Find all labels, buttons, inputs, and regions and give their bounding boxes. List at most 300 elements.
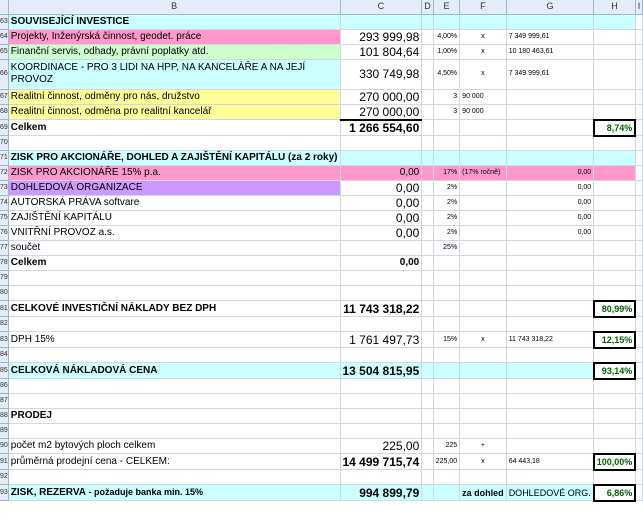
label-cell[interactable]: Celkem — [8, 120, 340, 136]
row-header[interactable]: 76 — [0, 226, 8, 241]
share-cell[interactable] — [594, 226, 636, 241]
factor-cell[interactable] — [460, 301, 507, 317]
edge-cell[interactable] — [635, 166, 643, 181]
spacer-cell[interactable] — [422, 317, 434, 332]
row-header[interactable]: 80 — [0, 286, 8, 301]
percent-cell[interactable]: 25% — [433, 241, 459, 256]
base-cell[interactable]: 0,00 — [506, 211, 594, 226]
factor-cell[interactable] — [460, 286, 507, 301]
row-header[interactable]: 88 — [0, 409, 8, 424]
row-header[interactable]: 72 — [0, 166, 8, 181]
factor-cell[interactable] — [460, 226, 507, 241]
share-cell[interactable]: 100,00% — [594, 454, 636, 470]
value-cell[interactable] — [340, 136, 422, 151]
row-header[interactable]: 79 — [0, 271, 8, 286]
spacer-cell[interactable] — [422, 151, 434, 166]
factor-cell[interactable] — [460, 120, 507, 136]
label-cell[interactable]: počet m2 bytových ploch celkem — [8, 439, 340, 454]
label-cell[interactable] — [8, 286, 340, 301]
percent-cell[interactable] — [433, 14, 459, 29]
factor-cell[interactable]: 90 000 — [460, 104, 507, 120]
table-row — [0, 286, 643, 301]
spacer-cell[interactable] — [422, 363, 434, 379]
label-cell[interactable]: VNITŘNÍ PROVOZ a.s. — [8, 226, 340, 241]
column-header-h[interactable]: H — [594, 0, 636, 14]
spacer-cell[interactable] — [422, 241, 434, 256]
table-row — [0, 104, 643, 120]
label-cell[interactable]: Finanční servis, odhady, právní poplatky atd. — [8, 44, 340, 59]
label-cell[interactable] — [8, 317, 340, 332]
table-row — [0, 332, 643, 348]
value-cell[interactable]: 14 499 715,74 — [340, 454, 422, 470]
base-cell[interactable] — [506, 241, 594, 256]
factor-cell[interactable]: (17% ročně) — [460, 166, 507, 181]
value-cell[interactable]: 0,00 — [340, 226, 422, 241]
column-header-i[interactable]: I — [635, 0, 643, 14]
share-cell[interactable] — [594, 424, 636, 439]
label-cell[interactable]: CELKOVÉ INVESTIČNÍ NÁKLADY BEZ DPH — [8, 301, 340, 317]
percent-cell[interactable] — [433, 120, 459, 136]
value-cell[interactable]: 11 743 318,22 — [340, 301, 422, 317]
factor-cell[interactable] — [460, 394, 507, 409]
percent-cell[interactable] — [433, 363, 459, 379]
factor-cell[interactable] — [460, 196, 507, 211]
base-cell[interactable] — [506, 104, 594, 120]
share-cell[interactable] — [594, 256, 636, 271]
percent-cell[interactable] — [433, 271, 459, 286]
percent-cell[interactable]: 3 — [433, 89, 459, 104]
table-row — [0, 256, 643, 271]
edge-cell[interactable] — [635, 363, 643, 379]
edge-cell[interactable] — [635, 424, 643, 439]
row-header[interactable]: 93 — [0, 485, 8, 501]
share-cell[interactable]: 80,99% — [594, 301, 636, 317]
row-header[interactable]: 82 — [0, 317, 8, 332]
factor-cell[interactable] — [460, 271, 507, 286]
base-cell[interactable]: 10 180 463,61 — [506, 44, 594, 59]
value-cell[interactable] — [340, 409, 422, 424]
share-cell[interactable] — [594, 44, 636, 59]
percent-cell[interactable]: 2% — [433, 226, 459, 241]
base-cell[interactable] — [506, 348, 594, 363]
edge-cell[interactable] — [635, 14, 643, 29]
label-cell[interactable]: SOUVISEJÍCÍ INVESTICE — [8, 14, 340, 29]
share-cell[interactable] — [594, 196, 636, 211]
percent-cell[interactable] — [433, 348, 459, 363]
edge-cell[interactable] — [635, 271, 643, 286]
edge-cell[interactable] — [635, 394, 643, 409]
percent-cell[interactable]: 4,50% — [433, 59, 459, 89]
column-header-g[interactable]: G — [506, 0, 594, 14]
factor-cell[interactable]: za dohled — [460, 485, 507, 501]
label-cell[interactable]: CELKOVÁ NÁKLADOVÁ CENA — [8, 363, 340, 379]
percent-cell[interactable] — [433, 379, 459, 394]
factor-cell[interactable] — [460, 470, 507, 485]
share-cell[interactable] — [594, 136, 636, 151]
percent-cell[interactable] — [433, 424, 459, 439]
column-header-c[interactable]: C — [340, 0, 422, 14]
label-cell[interactable]: DPH 15% — [8, 332, 340, 348]
factor-cell[interactable] — [460, 424, 507, 439]
spacer-cell[interactable] — [422, 14, 434, 29]
base-cell[interactable] — [506, 286, 594, 301]
row-header[interactable]: 89 — [0, 424, 8, 439]
column-header-d[interactable]: D — [422, 0, 434, 14]
label-cell[interactable]: Realitní činnost, odměna pro realitní kancelář — [8, 104, 340, 120]
spacer-cell[interactable] — [422, 256, 434, 271]
edge-cell[interactable] — [635, 409, 643, 424]
percent-cell[interactable]: 3 — [433, 104, 459, 120]
edge-cell[interactable] — [635, 348, 643, 363]
share-cell[interactable]: 8,74% — [594, 120, 636, 136]
percent-cell[interactable]: 17% — [433, 166, 459, 181]
row-header[interactable]: 86 — [0, 379, 8, 394]
percent-cell[interactable] — [433, 394, 459, 409]
factor-cell[interactable] — [460, 14, 507, 29]
row-header[interactable]: 69 — [0, 120, 8, 136]
base-cell[interactable]: 7 349 999,61 — [506, 29, 594, 44]
column-header-f[interactable]: F — [460, 0, 507, 14]
factor-cell[interactable] — [460, 211, 507, 226]
factor-cell[interactable] — [460, 348, 507, 363]
edge-cell[interactable] — [635, 89, 643, 104]
label-cell[interactable] — [8, 394, 340, 409]
spacer-cell[interactable] — [422, 439, 434, 454]
label-cell[interactable]: AUTORSKÁ PRÁVA softvare — [8, 196, 340, 211]
label-cell[interactable]: průměrná prodejní cena - CELKEM: — [8, 454, 340, 470]
edge-cell[interactable] — [635, 301, 643, 317]
value-cell[interactable] — [340, 286, 422, 301]
edge-cell[interactable] — [635, 241, 643, 256]
share-cell[interactable] — [594, 211, 636, 226]
row-header[interactable]: 77 — [0, 241, 8, 256]
spacer-cell[interactable] — [422, 44, 434, 59]
percent-cell[interactable] — [433, 317, 459, 332]
base-cell[interactable]: 11 743 318,22 — [506, 332, 594, 348]
edge-cell[interactable] — [635, 136, 643, 151]
row-header[interactable]: 64 — [0, 29, 8, 44]
share-cell[interactable] — [594, 14, 636, 29]
row-header[interactable]: 92 — [0, 470, 8, 485]
column-header-b[interactable]: B — [8, 0, 340, 14]
value-cell[interactable]: 270 000,00 — [340, 89, 422, 104]
spacer-cell[interactable] — [422, 332, 434, 348]
row-header[interactable]: 66 — [0, 59, 8, 89]
base-cell[interactable] — [506, 439, 594, 454]
value-cell[interactable] — [340, 424, 422, 439]
share-cell[interactable] — [594, 348, 636, 363]
base-cell[interactable] — [506, 136, 594, 151]
label-cell[interactable]: ZISK PRO AKCIONÁŘE 15% p.a. — [8, 166, 340, 181]
edge-cell[interactable] — [635, 59, 643, 89]
spacer-cell[interactable] — [422, 104, 434, 120]
column-header-e[interactable]: E — [433, 0, 459, 14]
row-header[interactable]: 91 — [0, 454, 8, 470]
table-row — [0, 424, 643, 439]
base-cell[interactable] — [506, 409, 594, 424]
table-row — [0, 136, 643, 151]
spacer-cell[interactable] — [422, 379, 434, 394]
base-cell[interactable] — [506, 89, 594, 104]
row-header[interactable]: 87 — [0, 394, 8, 409]
row-header[interactable]: 85 — [0, 363, 8, 379]
value-cell[interactable]: 0,00 — [340, 196, 422, 211]
label-cell[interactable]: KOORDINACE - PRO 3 LIDI NA HPP, NA KANCELÁŘE A NA JEJÍ PROVOZ — [8, 59, 340, 89]
percent-cell[interactable] — [433, 151, 459, 166]
share-cell[interactable] — [594, 379, 636, 394]
share-cell[interactable] — [594, 104, 636, 120]
share-cell[interactable] — [594, 29, 636, 44]
table-row — [0, 196, 643, 211]
edge-cell[interactable] — [635, 151, 643, 166]
value-cell[interactable]: 293 999,98 — [340, 29, 422, 44]
row-header[interactable]: 70 — [0, 136, 8, 151]
percent-cell[interactable]: 2% — [433, 211, 459, 226]
factor-cell[interactable]: + — [460, 439, 507, 454]
edge-cell[interactable] — [635, 211, 643, 226]
factor-cell[interactable]: x — [460, 454, 507, 470]
label-cell[interactable]: Celkem — [8, 256, 340, 271]
spacer-cell[interactable] — [422, 409, 434, 424]
percent-cell[interactable] — [433, 256, 459, 271]
value-cell[interactable] — [340, 348, 422, 363]
edge-cell[interactable] — [635, 120, 643, 136]
spacer-cell[interactable] — [422, 470, 434, 485]
base-cell[interactable]: 0,00 — [506, 181, 594, 196]
row-header[interactable]: 75 — [0, 211, 8, 226]
percent-cell[interactable] — [433, 409, 459, 424]
percent-cell[interactable]: 225 — [433, 439, 459, 454]
value-cell[interactable] — [340, 241, 422, 256]
factor-cell[interactable]: x — [460, 332, 507, 348]
row-header[interactable]: 83 — [0, 332, 8, 348]
base-cell[interactable] — [506, 379, 594, 394]
row-header[interactable]: 74 — [0, 196, 8, 211]
share-cell[interactable] — [594, 151, 636, 166]
edge-cell[interactable] — [635, 439, 643, 454]
percent-cell[interactable]: 15% — [433, 332, 459, 348]
spacer-cell[interactable] — [422, 424, 434, 439]
share-cell[interactable] — [594, 409, 636, 424]
percent-cell[interactable]: 225,00 — [433, 454, 459, 470]
spacer-cell[interactable] — [422, 485, 434, 501]
share-cell[interactable] — [594, 241, 636, 256]
factor-cell[interactable] — [460, 256, 507, 271]
row-header[interactable]: 90 — [0, 439, 8, 454]
edge-cell[interactable] — [635, 454, 643, 470]
percent-cell[interactable]: 1,00% — [433, 44, 459, 59]
value-cell[interactable]: 330 749,98 — [340, 59, 422, 89]
spacer-cell[interactable] — [422, 196, 434, 211]
table-row — [0, 439, 643, 454]
table-row — [0, 211, 643, 226]
edge-cell[interactable] — [635, 256, 643, 271]
base-cell[interactable] — [506, 470, 594, 485]
value-cell[interactable]: 1 761 497,73 — [340, 332, 422, 348]
value-cell[interactable]: 101 804,64 — [340, 44, 422, 59]
share-cell[interactable] — [594, 439, 636, 454]
edge-cell[interactable] — [635, 29, 643, 44]
percent-cell[interactable] — [433, 136, 459, 151]
share-cell[interactable]: 93,14% — [594, 363, 636, 379]
label-cell[interactable] — [8, 379, 340, 394]
value-cell[interactable] — [340, 317, 422, 332]
label-cell[interactable] — [8, 485, 340, 501]
value-cell[interactable] — [340, 271, 422, 286]
base-cell[interactable] — [506, 424, 594, 439]
factor-cell[interactable] — [460, 409, 507, 424]
value-cell[interactable]: 0,00 — [340, 211, 422, 226]
percent-cell[interactable]: 4,00% — [433, 29, 459, 44]
label-cell[interactable]: Projekty, Inženýrská činnost, geodet. práce — [8, 29, 340, 44]
value-cell[interactable] — [340, 394, 422, 409]
row-header[interactable]: 71 — [0, 151, 8, 166]
factor-cell[interactable] — [460, 317, 507, 332]
value-cell[interactable]: 0,00 — [340, 166, 422, 181]
percent-cell[interactable] — [433, 301, 459, 317]
base-cell[interactable] — [506, 394, 594, 409]
base-cell[interactable] — [506, 301, 594, 317]
edge-cell[interactable] — [635, 226, 643, 241]
factor-cell[interactable] — [460, 151, 507, 166]
factor-cell[interactable] — [460, 181, 507, 196]
edge-cell[interactable] — [635, 196, 643, 211]
label-cell[interactable] — [8, 424, 340, 439]
base-cell[interactable] — [506, 317, 594, 332]
label-suffix: - požaduje banka min. 15% — [86, 487, 204, 497]
value-cell[interactable]: 994 899,79 — [340, 485, 422, 501]
edge-cell[interactable] — [635, 44, 643, 59]
share-cell[interactable] — [594, 181, 636, 196]
base-cell[interactable] — [506, 363, 594, 379]
share-cell[interactable]: 12,15% — [594, 332, 636, 348]
value-cell[interactable]: 1 266 554,60 — [340, 120, 422, 136]
row-header[interactable]: 81 — [0, 301, 8, 317]
share-cell[interactable] — [594, 59, 636, 89]
table-row — [0, 181, 643, 196]
edge-cell[interactable] — [635, 181, 643, 196]
label-cell[interactable]: DOHLEDOVÁ ORGANIZACE — [8, 181, 340, 196]
factor-cell[interactable]: x — [460, 29, 507, 44]
label-cell[interactable] — [8, 271, 340, 286]
percent-cell[interactable] — [433, 286, 459, 301]
base-cell[interactable] — [506, 120, 594, 136]
value-cell[interactable] — [340, 151, 422, 166]
base-cell[interactable]: 0,00 — [506, 166, 594, 181]
factor-cell[interactable] — [460, 241, 507, 256]
base-cell[interactable]: DOHLEDOVÉ ORG. — [506, 485, 594, 501]
factor-cell[interactable]: x — [460, 59, 507, 89]
label-cell[interactable] — [8, 470, 340, 485]
spacer-cell[interactable] — [422, 226, 434, 241]
spacer-cell[interactable] — [422, 348, 434, 363]
spacer-cell[interactable] — [422, 181, 434, 196]
value-cell[interactable]: 0,00 — [340, 256, 422, 271]
row-header[interactable]: 63 — [0, 14, 8, 29]
label-cell[interactable]: ZAJIŠTĚNÍ KAPITÁLU — [8, 211, 340, 226]
row-header[interactable]: 65 — [0, 44, 8, 59]
edge-cell[interactable] — [635, 317, 643, 332]
edge-cell[interactable] — [635, 286, 643, 301]
spacer-cell[interactable] — [422, 136, 434, 151]
base-cell[interactable]: 64 443,18 — [506, 454, 594, 470]
spacer-cell[interactable] — [422, 120, 434, 136]
value-cell[interactable]: 270 000,00 — [340, 104, 422, 120]
share-cell[interactable] — [594, 286, 636, 301]
row-header[interactable]: 84 — [0, 348, 8, 363]
spacer-cell[interactable] — [422, 286, 434, 301]
base-cell[interactable]: 0,00 — [506, 226, 594, 241]
share-cell[interactable]: 6,86% — [594, 485, 636, 501]
value-cell[interactable]: 0,00 — [340, 181, 422, 196]
row-header[interactable]: 73 — [0, 181, 8, 196]
percent-cell[interactable]: 2% — [433, 181, 459, 196]
share-cell[interactable] — [594, 89, 636, 104]
base-cell[interactable] — [506, 14, 594, 29]
base-cell[interactable] — [506, 151, 594, 166]
edge-cell[interactable] — [635, 470, 643, 485]
label-cell[interactable]: Realitní činnost, odměny pro nás, družstvo — [8, 89, 340, 104]
spacer-cell[interactable] — [422, 166, 434, 181]
spacer-cell[interactable] — [422, 271, 434, 286]
factor-cell[interactable]: 90 000 — [460, 89, 507, 104]
spacer-cell[interactable] — [422, 211, 434, 226]
table-row — [0, 59, 643, 89]
row-header[interactable]: 68 — [0, 104, 8, 120]
spacer-cell[interactable] — [422, 301, 434, 317]
percent-cell[interactable] — [433, 485, 459, 501]
factor-cell[interactable] — [460, 363, 507, 379]
value-cell[interactable] — [340, 14, 422, 29]
base-cell[interactable]: 0,00 — [506, 196, 594, 211]
share-cell[interactable] — [594, 394, 636, 409]
factor-cell[interactable] — [460, 379, 507, 394]
row-header[interactable]: 78 — [0, 256, 8, 271]
share-cell[interactable] — [594, 271, 636, 286]
label-cell[interactable]: PRODEJ — [8, 409, 340, 424]
value-cell[interactable]: 13 504 815,95 — [340, 363, 422, 379]
base-cell[interactable]: 7 349 999,61 — [506, 59, 594, 89]
edge-cell[interactable] — [635, 332, 643, 348]
spacer-cell[interactable] — [422, 394, 434, 409]
factor-cell[interactable]: x — [460, 44, 507, 59]
spacer-cell[interactable] — [422, 454, 434, 470]
label-cell[interactable]: součet — [8, 241, 340, 256]
value-cell[interactable]: 225,00 — [340, 439, 422, 454]
factor-cell[interactable] — [460, 136, 507, 151]
label-cell[interactable]: ZISK PRO AKCIONÁŘE, DOHLED A ZAJIŠTĚNÍ KAPITÁLU (za 2 roky) — [8, 151, 340, 166]
edge-cell[interactable] — [635, 104, 643, 120]
edge-cell[interactable] — [635, 485, 643, 501]
share-cell[interactable] — [594, 317, 636, 332]
corner-cell[interactable] — [0, 0, 8, 14]
edge-cell[interactable] — [635, 379, 643, 394]
percent-cell[interactable]: 2% — [433, 196, 459, 211]
base-cell[interactable] — [506, 271, 594, 286]
spacer-cell[interactable] — [422, 89, 434, 104]
percent-cell[interactable] — [433, 470, 459, 485]
share-cell[interactable] — [594, 470, 636, 485]
share-cell[interactable] — [594, 166, 636, 181]
value-cell[interactable] — [340, 379, 422, 394]
spacer-cell[interactable] — [422, 59, 434, 89]
spacer-cell[interactable] — [422, 29, 434, 44]
row-header[interactable]: 67 — [0, 89, 8, 104]
base-cell[interactable] — [506, 256, 594, 271]
value-cell[interactable] — [340, 470, 422, 485]
label-cell[interactable] — [8, 348, 340, 363]
label-cell[interactable] — [8, 136, 340, 151]
